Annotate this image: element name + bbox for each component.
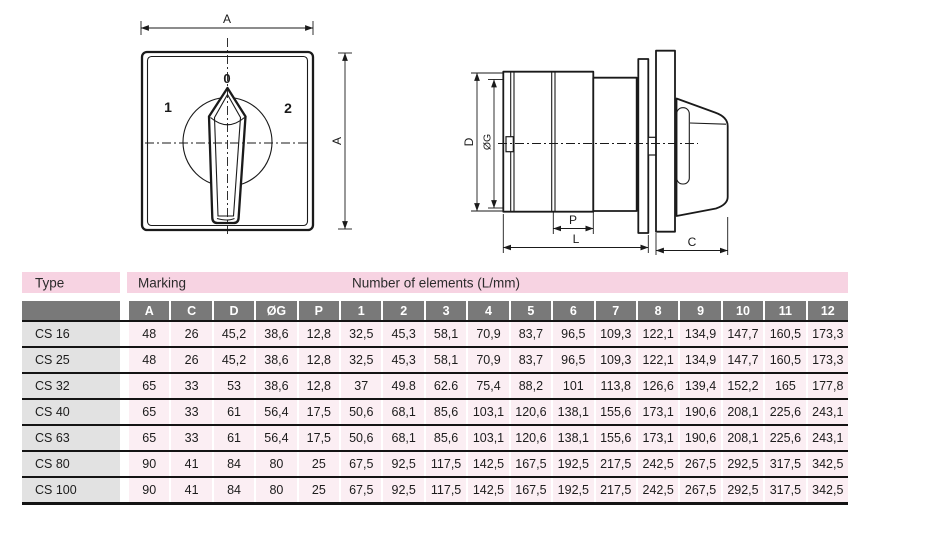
value-cell: 173,1 xyxy=(636,426,678,450)
value-cell: 33 xyxy=(169,374,211,398)
dim-label-a-right: A xyxy=(330,136,344,146)
value-cell: 70,9 xyxy=(466,322,508,346)
value-cell: 147,7 xyxy=(721,348,763,372)
value-cell: 155,6 xyxy=(594,400,636,424)
value-cell: 134,9 xyxy=(678,322,720,346)
value-cell: 242,5 xyxy=(636,452,678,476)
type-cell: CS 25 xyxy=(22,348,120,372)
dimension-width xyxy=(141,12,313,35)
value-cell: 292,5 xyxy=(721,452,763,476)
dimensions-table xyxy=(22,272,848,505)
value-cell: 17,5 xyxy=(297,400,339,424)
value-cell: 342,5 xyxy=(806,478,848,502)
value-cell: 243,1 xyxy=(806,400,848,424)
value-cell: 68,1 xyxy=(381,426,423,450)
front-panel xyxy=(656,51,675,232)
value-cell: 317,5 xyxy=(763,452,805,476)
dim-label-c: C xyxy=(687,235,697,249)
value-cell: 32,5 xyxy=(339,322,381,346)
value-cell: 138,1 xyxy=(551,426,593,450)
value-cell: 103,1 xyxy=(466,400,508,424)
column-gap xyxy=(120,452,127,476)
value-cell: 41 xyxy=(169,478,211,502)
value-cell: 45,2 xyxy=(212,322,254,346)
value-cell: 173,3 xyxy=(806,322,848,346)
value-cell: 96,5 xyxy=(551,322,593,346)
value-cell: 50,6 xyxy=(339,400,381,424)
dim-label-a-top: A xyxy=(222,12,232,26)
value-cell: 56,4 xyxy=(254,426,296,450)
dimension-p xyxy=(553,212,593,234)
table-body xyxy=(22,322,848,505)
value-cell: 83,7 xyxy=(509,322,551,346)
dim-label-l: L xyxy=(572,232,580,246)
value-cell: 267,5 xyxy=(678,452,720,476)
value-cell: 152,2 xyxy=(721,374,763,398)
value-cell: 25 xyxy=(297,478,339,502)
value-cell: 122,1 xyxy=(636,348,678,372)
table-row xyxy=(22,476,848,502)
position-label-0: 0 xyxy=(223,71,231,86)
value-cell: 45,3 xyxy=(381,348,423,372)
value-cell: 243,1 xyxy=(806,426,848,450)
value-cell: 45,3 xyxy=(381,322,423,346)
table-group-header xyxy=(22,272,848,293)
col-header: 4 xyxy=(466,301,508,320)
value-cell: 167,5 xyxy=(509,478,551,502)
col-header: ØG xyxy=(254,301,296,320)
table-row xyxy=(22,450,848,476)
value-cell: 48 xyxy=(127,322,169,346)
value-cell: 80 xyxy=(254,478,296,502)
type-cell: CS 63 xyxy=(22,426,120,450)
value-cell: 50,6 xyxy=(339,426,381,450)
position-label-2: 2 xyxy=(284,100,292,116)
col-header: 2 xyxy=(381,301,423,320)
adapter-section xyxy=(593,78,636,211)
value-cell: 68,1 xyxy=(381,400,423,424)
col-header-blank xyxy=(22,301,120,320)
value-cell: 317,5 xyxy=(763,478,805,502)
value-cell: 25 xyxy=(297,452,339,476)
type-cell: CS 100 xyxy=(22,478,120,502)
table-row xyxy=(22,322,848,346)
value-cell: 160,5 xyxy=(763,322,805,346)
col-header: 10 xyxy=(721,301,763,320)
value-cell: 225,6 xyxy=(763,426,805,450)
value-cell: 192,5 xyxy=(551,478,593,502)
column-gap xyxy=(120,478,127,502)
value-cell: 85,6 xyxy=(424,400,466,424)
column-gap xyxy=(120,426,127,450)
table-row xyxy=(22,372,848,398)
value-cell: 217,5 xyxy=(594,452,636,476)
value-cell: 120,6 xyxy=(509,426,551,450)
type-cell: CS 16 xyxy=(22,322,120,346)
value-cell: 342,5 xyxy=(806,452,848,476)
col-group-marking-label: Marking xyxy=(138,275,187,290)
col-header: 12 xyxy=(806,301,848,320)
value-cell: 242,5 xyxy=(636,478,678,502)
value-cell: 70,9 xyxy=(466,348,508,372)
value-cell: 88,2 xyxy=(509,374,551,398)
col-header: 11 xyxy=(763,301,805,320)
shaft-detail xyxy=(648,137,656,155)
value-cell: 101 xyxy=(551,374,593,398)
value-cell: 113,8 xyxy=(594,374,636,398)
value-cell: 65 xyxy=(127,426,169,450)
value-cell: 62.6 xyxy=(424,374,466,398)
value-cell: 67,5 xyxy=(339,452,381,476)
value-cell: 142,5 xyxy=(466,478,508,502)
col-header: P xyxy=(297,301,339,320)
value-cell: 84 xyxy=(212,452,254,476)
value-cell: 126,6 xyxy=(636,374,678,398)
table-row xyxy=(22,398,848,424)
value-cell: 120,6 xyxy=(509,400,551,424)
value-cell: 109,3 xyxy=(594,322,636,346)
value-cell: 65 xyxy=(127,374,169,398)
clamp-detail xyxy=(506,137,513,152)
value-cell: 165 xyxy=(763,374,805,398)
col-header: 6 xyxy=(551,301,593,320)
knob-side xyxy=(677,99,728,217)
value-cell: 92,5 xyxy=(381,452,423,476)
value-cell: 90 xyxy=(127,478,169,502)
value-cell: 177,8 xyxy=(806,374,848,398)
value-cell: 208,1 xyxy=(721,400,763,424)
column-gap xyxy=(120,301,127,320)
type-cell: CS 80 xyxy=(22,452,120,476)
col-header: C xyxy=(169,301,211,320)
dim-label-g: ØG xyxy=(481,133,494,151)
position-label-1: 1 xyxy=(164,99,172,115)
value-cell: 92,5 xyxy=(381,478,423,502)
value-cell: 208,1 xyxy=(721,426,763,450)
value-cell: 117,5 xyxy=(424,478,466,502)
mounting-plate xyxy=(638,59,648,233)
col-header: 9 xyxy=(678,301,720,320)
value-cell: 32,5 xyxy=(339,348,381,372)
value-cell: 173,1 xyxy=(636,400,678,424)
value-cell: 61 xyxy=(212,426,254,450)
dim-label-p: P xyxy=(568,213,578,227)
value-cell: 37 xyxy=(339,374,381,398)
value-cell: 26 xyxy=(169,348,211,372)
value-cell: 173,3 xyxy=(806,348,848,372)
value-cell: 192,5 xyxy=(551,452,593,476)
switch-body xyxy=(503,72,593,212)
value-cell: 142,5 xyxy=(466,452,508,476)
table-column-headers xyxy=(22,301,848,322)
value-cell: 12,8 xyxy=(297,374,339,398)
col-header: 5 xyxy=(509,301,551,320)
column-gap xyxy=(120,272,127,293)
value-cell: 65 xyxy=(127,400,169,424)
type-cell: CS 40 xyxy=(22,400,120,424)
col-header: D xyxy=(212,301,254,320)
value-cell: 48 xyxy=(127,348,169,372)
value-cell: 122,1 xyxy=(636,322,678,346)
value-cell: 139,4 xyxy=(678,374,720,398)
value-cell: 167,5 xyxy=(509,452,551,476)
value-cell: 61 xyxy=(212,400,254,424)
col-header: 7 xyxy=(594,301,636,320)
value-cell: 103,1 xyxy=(466,426,508,450)
col-group-type-label: Type xyxy=(35,275,65,290)
col-group-elements-label: Number of elements (L/mm) xyxy=(351,275,521,290)
value-cell: 134,9 xyxy=(678,348,720,372)
value-cell: 26 xyxy=(169,322,211,346)
column-gap xyxy=(120,348,127,372)
value-cell: 80 xyxy=(254,452,296,476)
front-view-drawing xyxy=(130,5,360,250)
col-header: 3 xyxy=(424,301,466,320)
type-cell: CS 32 xyxy=(22,374,120,398)
value-cell: 58,1 xyxy=(424,348,466,372)
value-cell: 67,5 xyxy=(339,478,381,502)
column-gap xyxy=(120,322,127,346)
value-cell: 109,3 xyxy=(594,348,636,372)
table-row xyxy=(22,424,848,450)
value-cell: 90 xyxy=(127,452,169,476)
value-cell: 12,8 xyxy=(297,348,339,372)
dim-label-d: D xyxy=(462,137,476,147)
col-header: A xyxy=(127,301,169,320)
value-cell: 138,1 xyxy=(551,400,593,424)
value-cell: 33 xyxy=(169,426,211,450)
value-cell: 147,7 xyxy=(721,322,763,346)
value-cell: 45,2 xyxy=(212,348,254,372)
value-cell: 117,5 xyxy=(424,452,466,476)
value-cell: 41 xyxy=(169,452,211,476)
side-view-drawing xyxy=(455,25,745,260)
value-cell: 38,6 xyxy=(254,322,296,346)
value-cell: 84 xyxy=(212,478,254,502)
value-cell: 38,6 xyxy=(254,374,296,398)
value-cell: 190,6 xyxy=(678,426,720,450)
value-cell: 83,7 xyxy=(509,348,551,372)
col-header: 8 xyxy=(636,301,678,320)
value-cell: 53 xyxy=(212,374,254,398)
value-cell: 225,6 xyxy=(763,400,805,424)
value-cell: 292,5 xyxy=(721,478,763,502)
value-cell: 190,6 xyxy=(678,400,720,424)
value-cell: 17,5 xyxy=(297,426,339,450)
value-cell: 49.8 xyxy=(381,374,423,398)
value-cell: 56,4 xyxy=(254,400,296,424)
column-gap xyxy=(120,400,127,424)
value-cell: 85,6 xyxy=(424,426,466,450)
value-cell: 96,5 xyxy=(551,348,593,372)
value-cell: 75,4 xyxy=(466,374,508,398)
value-cell: 58,1 xyxy=(424,322,466,346)
column-gap xyxy=(120,374,127,398)
table-row xyxy=(22,346,848,372)
value-cell: 267,5 xyxy=(678,478,720,502)
col-header: 1 xyxy=(339,301,381,320)
value-cell: 33 xyxy=(169,400,211,424)
value-cell: 38,6 xyxy=(254,348,296,372)
dimension-height xyxy=(330,53,352,229)
value-cell: 217,5 xyxy=(594,478,636,502)
value-cell: 12,8 xyxy=(297,322,339,346)
value-cell: 155,6 xyxy=(594,426,636,450)
value-cell: 160,5 xyxy=(763,348,805,372)
